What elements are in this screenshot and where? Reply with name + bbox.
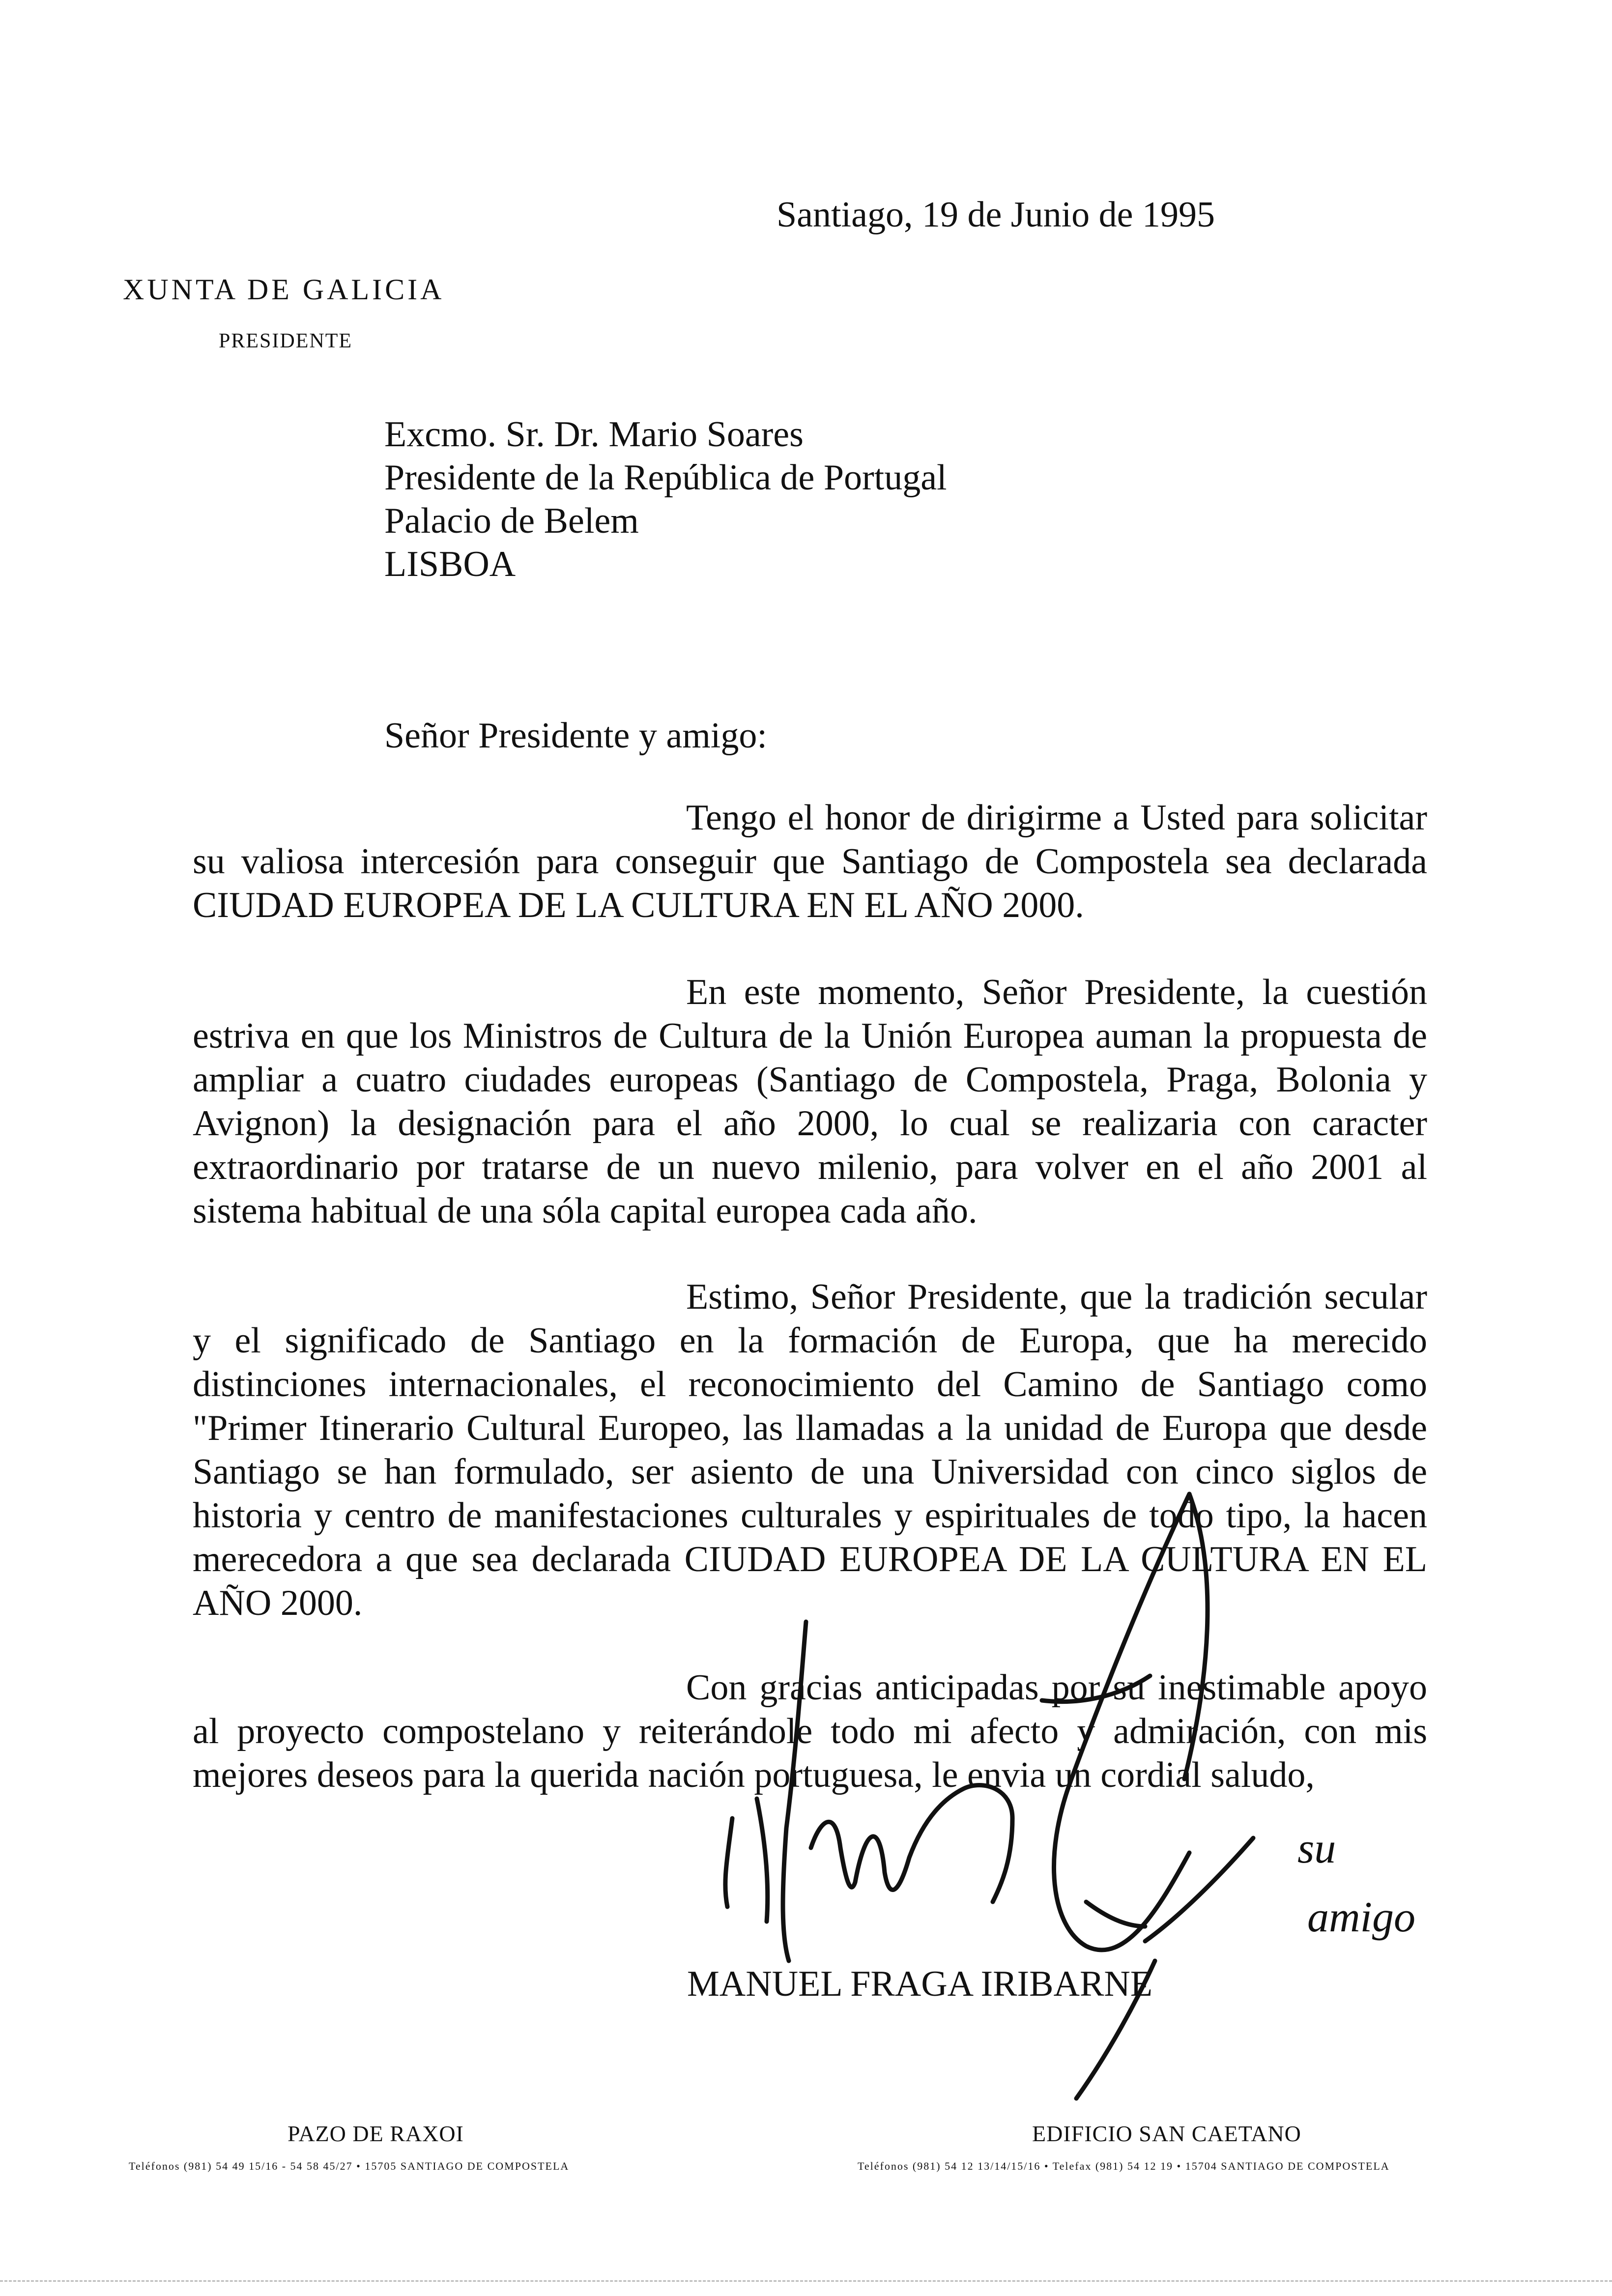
addressee-line: Excmo. Sr. Dr. Mario Soares — [384, 414, 804, 455]
footer-right-details: Teléfonos (981) 54 12 13/14/15/16 • Telefax (981) 54 12 19 • 15704 SANTIAGO DE COMPOSTELA — [858, 2160, 1390, 2172]
handwritten-note-line-2: amigo — [1307, 1894, 1415, 1941]
signer-name: MANUEL FRAGA IRIBARNE — [687, 1964, 1152, 2004]
addressee-line: Palacio de Belem — [384, 501, 639, 541]
body-paragraph: En este momento, Señor Presidente, la cuestión estriva en que los Ministros de Cultura de la Unión Europea auman la propuesta de ampliar a cuatro ciudades europeas (Santiago de Compostela, Praga, Bolonia y Avignon) la designación para el año 2000, lo cual se realizaria con caracter extraordinario por tratarse de un nuevo milenio, para volver en el año 2001 al sistema habitual de una sóla capital europea cada año. — [193, 972, 1427, 1231]
body-paragraph: Con gracias anticipadas por su inestimable apoyo al proyecto compostelano y reiterándole todo mi afecto y admiración, con mis mejores deseos para la querida nación portuguesa, le envia un cordial saludo, — [193, 1667, 1427, 1795]
scan-edge-divider — [0, 2280, 1612, 2282]
addressee-block — [384, 413, 947, 586]
body-paragraph: Tengo el honor de dirigirme a Usted para solicitar su valiosa intercesión para conseguir que Santiago de Compostela sea declarada CIUDAD EUROPEA DE LA CULTURA EN EL AÑO 2000. — [193, 798, 1427, 925]
handwritten-note — [1297, 1825, 1415, 1941]
footer-left-details: Teléfonos (981) 54 49 15/16 - 54 58 45/27 • 15705 SANTIAGO DE COMPOSTELA — [129, 2160, 570, 2172]
handwritten-note-line-1: su — [1297, 1825, 1336, 1872]
footer-right-title: EDIFICIO SAN CAETANO — [1032, 2121, 1301, 2146]
addressee-line: Presidente de la República de Portugal — [384, 458, 947, 498]
body-paragraph: Estimo, Señor Presidente, que la tradición secular y el significado de Santiago en la formación de Europa, que ha merecido distinciones internacionales, el reconocimiento del Camino de Santiago como "Primer Itinerario Cultural Europeo, las llamadas a la unidad de Europa que desde Santiago se han formulado, ser asiento de una Universidad con cinco siglos de historia y centro de manifestaciones culturales y espirituales de todo tipo, la hacen merecedora a que sea declarada CIUDAD EUROPEA DE LA CULTURA EN EL AÑO 2000. — [193, 1277, 1427, 1623]
organization-name: XUNTA DE GALICIA — [123, 273, 445, 306]
addressee-line: LISBOA — [384, 544, 516, 584]
organization-role: PRESIDENTE — [219, 330, 352, 352]
letter-date: Santiago, 19 de Junio de 1995 — [777, 195, 1215, 235]
footer-left-title: PAZO DE RAXOI — [288, 2121, 464, 2146]
salutation: Señor Presidente y amigo: — [384, 716, 767, 756]
